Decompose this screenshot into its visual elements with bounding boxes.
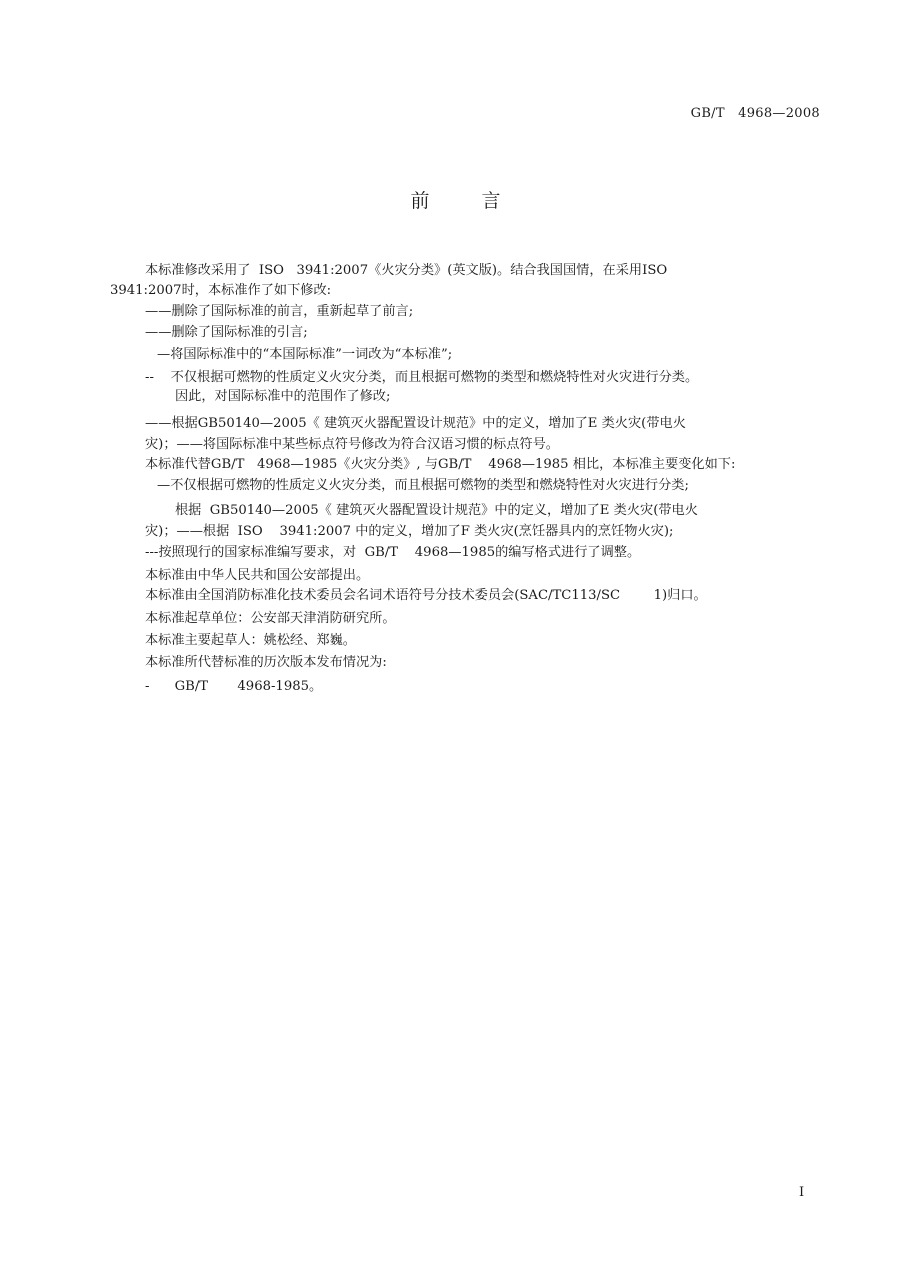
section-title-foreword: 前言 — [410, 190, 553, 212]
body-line: 本标准主要起草人：姚松经、郑巍。 — [145, 633, 356, 648]
body-line: 3941:2007时，本标准作了如下修改: — [110, 283, 332, 298]
body-line: 本标准由全国消防标准化技术委员会名词术语符号分技术委员会(SAC/TC113/SC 1)归口。 — [145, 588, 707, 603]
body-line: 灾)；——将国际标准中某些标点符号修改为符合汉语习惯的标点符号。 — [145, 437, 559, 452]
document-code: GB/T 4968—2008 — [690, 106, 820, 121]
body-line: -- 不仅根据可燃物的性质定义火灾分类，而且根据可燃物的类型和燃烧特性对火灾进行分类。 — [145, 370, 699, 385]
body-line: ---按照现行的国家标准编写要求，对 GB/T 4968—1985的编写格式进行了调整。 — [145, 545, 641, 560]
body-line: —将国际标准中的“本国际标准”一词改为“本标准”; — [157, 347, 453, 362]
body-line: - GB/T 4968-1985。 — [145, 679, 323, 694]
body-line: ——根据GB50140—2005《 建筑灭火器配置设计规范》中的定义，增加了E 类火灾(带电火 — [145, 416, 686, 431]
body-line: 本标准由中华人民共和国公安部提出。 — [145, 568, 370, 583]
body-line: 因此，对国际标准中的范围作了修改; — [175, 389, 391, 404]
body-line: 本标准起草单位：公安部天津消防研究所。 — [145, 611, 396, 626]
body-line: 根据 GB50140—2005《 建筑灭火器配置设计规范》中的定义，增加了E 类火灾(带电火 — [175, 503, 698, 518]
body-line: ——删除了国际标准的引言; — [145, 325, 308, 340]
body-line: 本标准代替GB/T 4968—1985《火灾分类》, 与GB/T 4968—1985 相比，本标准主要变化如下: — [145, 457, 736, 472]
body-line: 本标准所代替标准的历次版本发布情况为: — [145, 655, 387, 670]
body-line: —不仅根据可燃物的性质定义火灾分类，而且根据可燃物的类型和燃烧特性对火灾进行分类; — [157, 478, 689, 493]
page-number: I — [799, 1185, 805, 1200]
body-line: ——删除了国际标准的前言，重新起草了前言; — [145, 304, 414, 319]
body-line: 本标准修改采用了 ISO 3941:2007《火灾分类》(英文版)。结合我国国情，在采用ISO — [145, 263, 668, 278]
body-line: 灾)；——根据 ISO 3941:2007 中的定义，增加了F 类火灾(烹饪器具内的烹饪物火灾); — [145, 524, 674, 539]
